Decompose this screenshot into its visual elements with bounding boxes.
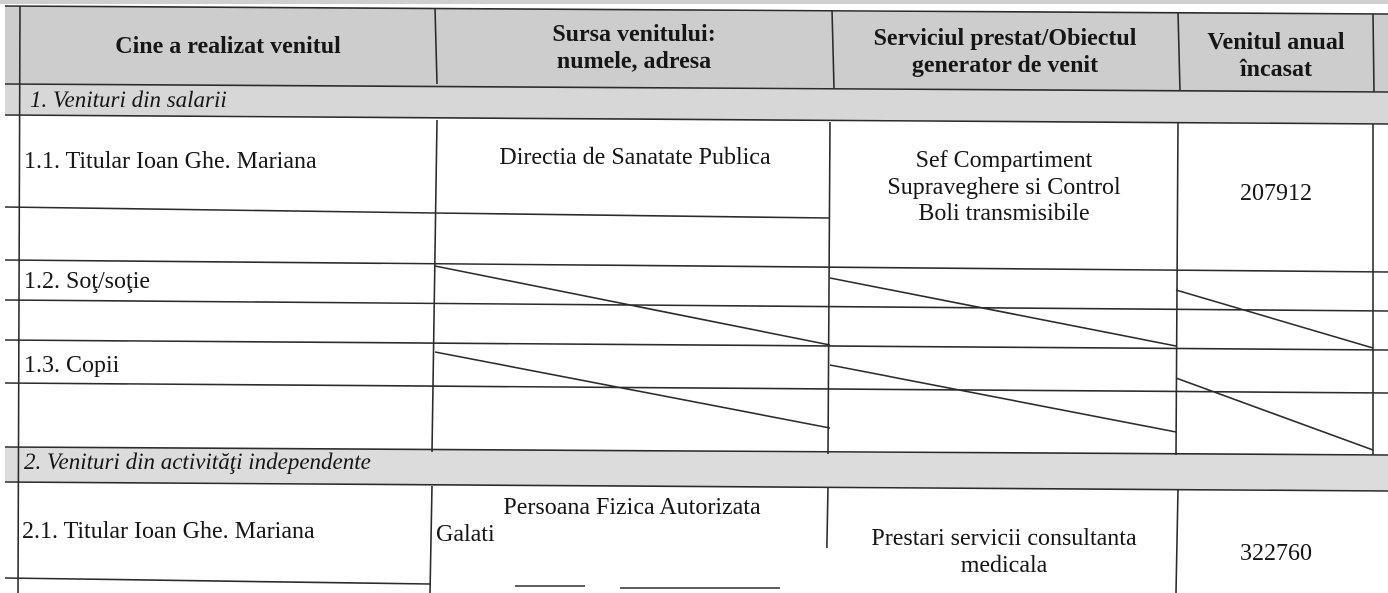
- strike-row13-col2: [435, 352, 830, 428]
- hline-row12a: [5, 300, 1388, 311]
- header-amount: [1180, 20, 1372, 92]
- row-1-1-source: Directia de Sanatate Publica: [499, 144, 771, 170]
- row-2-1-source-line2: Galati: [436, 520, 495, 547]
- hline-row11a-mid: [435, 213, 830, 218]
- row-1-1-service-line3: Boli transmisibile: [918, 200, 1090, 227]
- strike-row13-col3: [830, 365, 1176, 432]
- header-service: [834, 16, 1176, 88]
- header-amount-line2: încasat: [1240, 56, 1312, 82]
- row-1-2-who: 1.2. Soţ/soţie: [24, 268, 151, 294]
- row-2-1-source-line1: Persoana Fizica Autorizata: [503, 494, 761, 520]
- header-source: [438, 12, 830, 84]
- vline-3-s1: [1176, 123, 1178, 455]
- header-who-label: Cine a realizat venitul: [115, 32, 341, 59]
- strike-row12-col3: [830, 278, 1176, 346]
- section1-title: 1. Venituri din salarii: [30, 87, 227, 112]
- row-2-1-service-line1: Prestari servicii consultanta: [871, 525, 1137, 552]
- row-2-1-source: [436, 494, 828, 548]
- row-1-1-service-line1: Sef Compartiment: [915, 146, 1093, 173]
- strike-row12-col4: [1176, 290, 1373, 348]
- row-1-1-service: [832, 134, 1176, 240]
- header-who: [22, 12, 434, 80]
- row-1-3-who: 1.3. Copii: [24, 352, 120, 378]
- row-1-1-who: 1.1. Titular Ioan Ghe. Mariana: [24, 148, 317, 174]
- row-2-1-service-line2: medicala: [960, 552, 1048, 578]
- row-2-1-amount: 322760: [1240, 540, 1312, 566]
- vline-right-header: [1373, 14, 1374, 92]
- hline-row11-bottom: [5, 260, 1388, 272]
- header-source-line2: numele, adresa: [556, 48, 712, 74]
- row-1-1-amount: 207912: [1240, 180, 1312, 206]
- header-service-line2: generator de venit: [911, 52, 1099, 78]
- header-service-line1: Serviciul prestat/Obiectul: [873, 25, 1137, 52]
- hline-row21a: [5, 578, 430, 584]
- redaction-patch: [448, 548, 828, 593]
- hline-row11a-left: [5, 207, 435, 213]
- hline-row12-bottom: [5, 340, 1388, 350]
- vline-2-s1: [828, 122, 830, 454]
- vline-1-s1: [432, 120, 437, 452]
- vline-3-s2: [1176, 490, 1178, 593]
- row-1-1-service-line2: Supraveghere si Control: [887, 173, 1121, 200]
- header-amount-line1: Venitul anual: [1207, 29, 1345, 56]
- hline-row13a: [5, 383, 1388, 393]
- section2-title: 2. Venituri din activităţi independente: [24, 449, 371, 474]
- header-source-line1: Sursa venitului:: [552, 21, 716, 48]
- strike-row13-col4: [1176, 378, 1373, 450]
- row-2-1-who: 2.1. Titular Ioan Ghe. Mariana: [22, 518, 315, 544]
- row-2-1-service: [832, 520, 1176, 584]
- vline-1-s2: [430, 486, 432, 593]
